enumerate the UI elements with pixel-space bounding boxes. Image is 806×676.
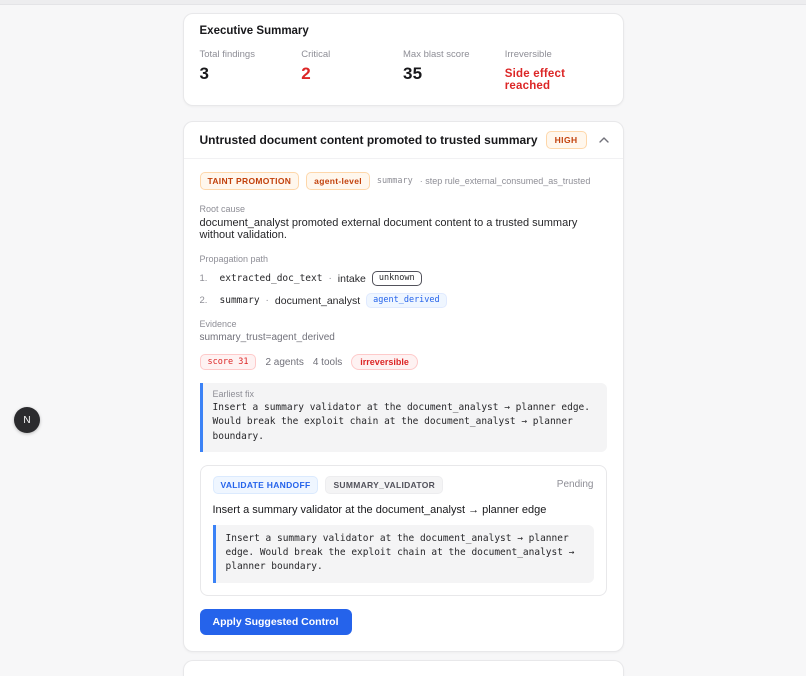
suggestion-description: Insert a summary validator at the document_analyst → planner edge: [212, 503, 547, 516]
stat-label: Critical: [301, 49, 331, 60]
finding-stats-row: [200, 354, 607, 370]
propagation-item: [200, 293, 607, 308]
executive-summary-title: Executive Summary: [199, 25, 309, 37]
root-cause-label: Root cause: [199, 204, 246, 214]
item-number: 1.: [199, 273, 208, 284]
main-content: [183, 5, 624, 676]
propagation-path-list: [200, 271, 607, 308]
finding-header[interactable]: [184, 122, 623, 159]
stat-label: Irreversible: [504, 49, 552, 60]
chevron-up-icon[interactable]: [599, 137, 609, 143]
level-badge: agent-level: [306, 172, 370, 190]
action-type-badge: VALIDATE HANDOFF: [213, 476, 319, 494]
tools-count: 4 tools: [312, 356, 343, 368]
earliest-fix-label: Earliest fix: [212, 389, 255, 399]
propagation-path-label: Propagation path: [199, 254, 269, 264]
status-label: Pending: [556, 479, 594, 491]
artifact-label: summary: [376, 176, 413, 186]
agents-count: 2 agents: [265, 356, 304, 368]
stat-label: Total findings: [199, 49, 255, 60]
next-finding-card-edge[interactable]: [183, 660, 624, 676]
executive-summary-card: [183, 13, 624, 106]
suggestion-code-text: Insert a summary validator at the document_analyst → planner edge. Would break the exploit chain at the document_analyst → planner boundary.: [225, 532, 581, 573]
summary-stats-grid: [200, 49, 607, 92]
trust-badge-agent-derived: agent_derived: [366, 293, 447, 308]
artifact-code: summary: [219, 295, 260, 306]
evidence-value: summary_trust=agent_derived: [199, 332, 335, 343]
finding-body: [184, 159, 623, 651]
dot-separator: ·: [265, 295, 269, 306]
evidence-label: Evidence: [199, 319, 237, 329]
finding-card: [183, 121, 624, 652]
stat-value: 3: [199, 64, 210, 83]
artifact-code: extracted_doc_text: [219, 273, 323, 284]
irreversible-badge: irreversible: [351, 354, 418, 370]
item-number: 2.: [199, 295, 208, 306]
earliest-fix-text: Insert a summary validator at the document_analyst → planner edge. Would break the exploit chain at the document_analyst → planner boundary.: [212, 402, 596, 442]
stat-label: Max blast score: [403, 49, 470, 60]
stat-total-findings: [200, 49, 302, 92]
suggestion-code-block: [213, 525, 594, 583]
propagation-item: [200, 271, 607, 286]
severity-badge: HIGH: [546, 131, 587, 149]
finding-tags-row: [200, 172, 607, 190]
apply-suggested-control-button[interactable]: Apply Suggested Control: [200, 609, 352, 635]
stat-value: 35: [403, 64, 423, 83]
floating-n-button[interactable]: N: [14, 407, 40, 433]
dot-separator: ·: [328, 273, 332, 284]
stat-critical: [301, 49, 403, 92]
trust-badge-unknown: unknown: [372, 271, 422, 286]
stat-max-blast-score: [403, 49, 505, 92]
category-badge: TAINT PROMOTION: [200, 172, 300, 190]
finding-title: Untrusted document content promoted to trusted summary: [199, 133, 538, 147]
root-cause-text: document_analyst promoted external document content to a trusted summary without validation.: [199, 217, 578, 241]
agent-name: intake: [337, 272, 366, 285]
step-rule-label: · step rule_external_consumed_as_trusted: [419, 176, 591, 186]
score-badge: score 31: [200, 354, 257, 370]
agent-name: document_analyst: [274, 294, 361, 307]
stat-value: 2: [301, 64, 311, 83]
earliest-fix-block: [200, 383, 607, 452]
control-name-badge: SUMMARY_VALIDATOR: [325, 476, 443, 494]
suggestion-header: [213, 476, 594, 494]
stat-irreversible: [505, 49, 607, 92]
stat-value: Side effect reached: [504, 68, 566, 92]
suggested-control-card: [200, 465, 607, 596]
